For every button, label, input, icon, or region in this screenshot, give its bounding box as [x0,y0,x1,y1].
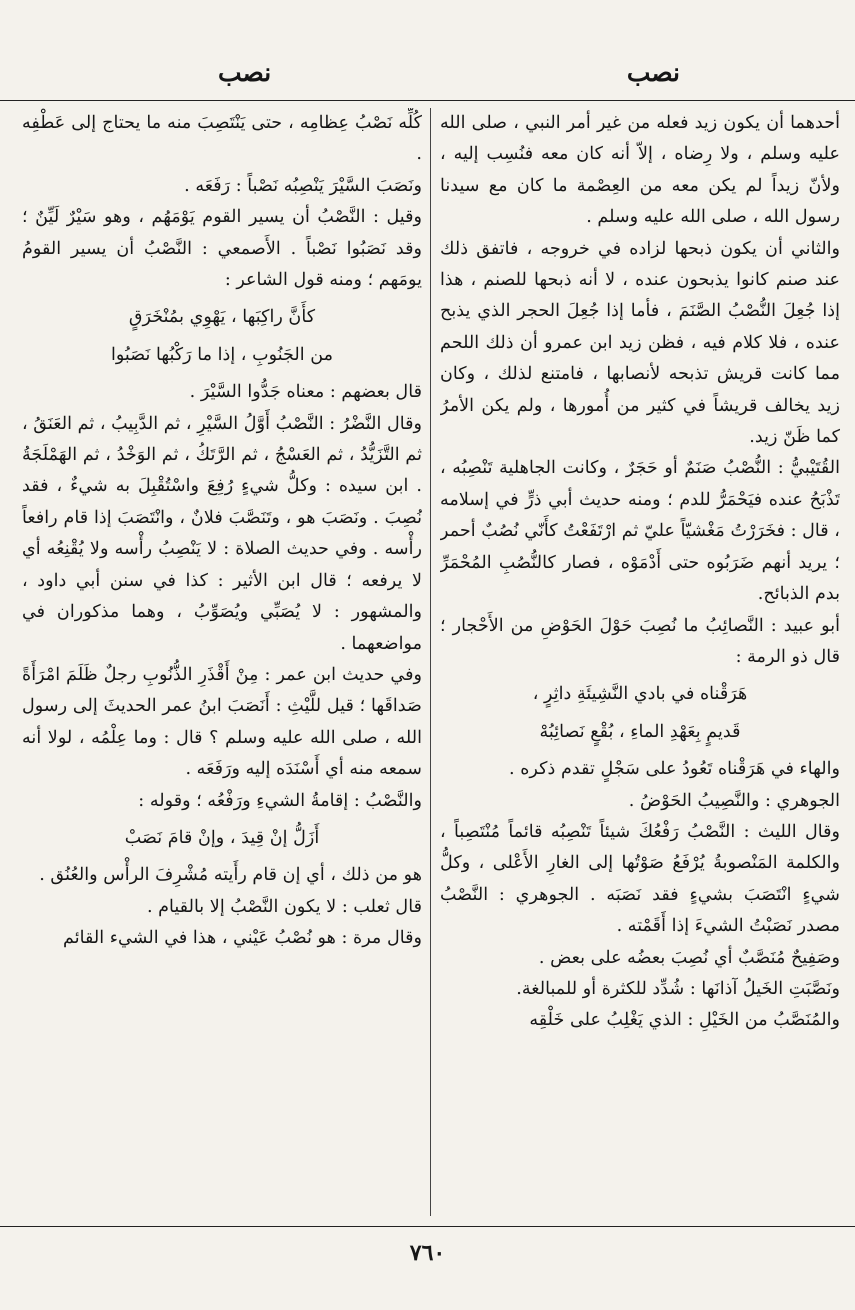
left-column [22,108,422,1218]
paragraph: ونَصَبَ السَّيْرَ يَنْصِبُه نَصْباً : رَفَعَه . [184,175,422,196]
paragraph: وقيل : النَّصْبُ أن يسير القوم يَوْمَهُم ، وهو سَيْرٌ لَيِّنٌ ؛ وقد نَصَبُوا نَصْباً . الأَصمعي : النَّصْبُ أن يسير القومُ يومَهم ؛ ومنه قول الشاعر : [22,207,422,291]
paragraph: والمُنَصَّبُ من الخَيْلِ : الذي يَغْلِبُ على خَلْقِه [529,1010,840,1031]
paragraph: وفي حديث ابن عمر : مِنْ أَقْذَرِ الذُّنُوبِ رجلٌ ظَلَمَ امْرَأَةً صَداقَها ؛ قيل للَّيْثِ : أَنَصَبَ ابنُ عمر الحديثَ إلى رسول الله ، صلى الله عليه وسلم ؟ قال : وما عِلْمُه ، لولا أنه سمعه منه أي أَسْنَدَه إليه ورَفَعَه . [22,664,422,780]
paragraph: ونَصَّبَتِ الخَيلُ آذانَها : شُدِّد للكثرة أو للمبالغة. [516,978,840,999]
paragraph: والهاء في هَرَقْناه تَعُودُ على سَجْلٍ تقدم ذكره . [509,759,840,780]
bottom-rule [0,1226,855,1227]
right-column [440,108,840,1218]
verse-line: قَديمٍ بِعَهْدِ الماءِ ، بُقْعٍ نَصائِبُهْ [539,721,741,742]
paragraph: قال بعضهم : معناه جَدُّوا السَّيْرَ . [189,382,422,403]
paragraph: أبو عبيد : النَّصائِبُ ما نُصِبَ حَوْلَ الحَوْضِ من الأَحْجار ؛ قال ذو الرمة : [440,615,840,667]
paragraph: والثاني أن يكون ذبحها لزاده في خروجه ، فاتفق ذلك عند صنم كانوا يذبحون عنده ، لا أنه ذبحها للصنم ، هذا إذا جُعِلَ النُّصْبُ الصَّنَمَ ، فأما إذا جُعِلَ الحجر الذي يذبح عنده ، فلا كلام فيه ، فظن زيد ابن عمرو أن ذلك اللحم مما كانت قريش تذبحه لأنصابها ، فامتنع لذلك ، وكان زيد يخالف قريشاً في كثير من أُمورها ، ولم يكن الأمرُ كما ظَنّ زيد. [440,238,840,448]
paragraph: وقال مرة : هو نُصْبُ عَيْني ، هذا في الشيء القائم [63,928,422,949]
verse-line: هَرَقْناه في بادي النَّشِيئَةِ داثِرٍ ، [532,684,748,705]
paragraph: هو من ذلك ، أي إن قام رأَيته مُشْرِفَ الرأْس والعُنُق . [39,865,422,886]
running-head-right: نصب [626,58,680,87]
paragraph: أحدهما أن يكون زيد فعله من غير أمر النبي ، صلى الله عليه وسلم ، ولا رِضاه ، إلاّ أنه كان معه فنُسِب إليه ، ولأنّ زيداً لم يكن معه من العِصْمة ما كان مع سيدنا رسول الله ، صلى الله عليه وسلم . [440,113,840,228]
page-number: ٧٦٠ [409,1240,446,1266]
paragraph: كُلِّه نَصْبُ عِظامِه ، حتى يَنْتَصِبَ منه ما يحتاج إلى عَطْفِه . [22,113,422,165]
column-divider [430,108,431,1216]
verse-line: كأَنَّ راكِبَها ، يَهْوِي بمُنْخَرَقٍ [128,307,316,328]
verse-line: من الجَنُوبِ ، إذا ما رَكْبُها نَصَبُوا [110,344,334,365]
paragraph: وصَفِيحٌ مُنَصَّبٌ أي نُصِبَ بعضُه على بعض . [538,947,840,968]
paragraph: الجوهري : والنَّصِيبُ الحَوْضُ . [628,790,840,811]
verse-line: أَزَلُّ إنْ قِيدَ ، وإنْ قامَ نَصَبْ [124,827,320,848]
paragraph: والنَّصْبُ : إقامةُ الشيءِ ورَفْعُه ؛ وقوله : [138,790,422,811]
running-head-left: نصب [218,58,272,87]
paragraph: القُتَيْبيُّ : النُّصْبُ صَنَمٌ أو حَجَرٌ ، وكانت الجاهلية تَنْصِبُه ، تَذْبَحُ عنده فيَحْمَرُّ للدم ؛ ومنه حديث أبي ذرٍّ في إسلامه ، قال : فخَرَرْتُ مَغْشيّاً عليّ ثم ارْتَفَعْتُ كأَنّي نُصُبٌ أحمر ؛ يريد أنهم ضَرَبُوه حتى أَدْمَوْه ، فصار كالنُّصُبِ المُحْمَرِّ بدم الذبائح. [440,458,840,605]
paragraph: وقال النَّضْرُ : النَّصْبُ أَوَّلُ السَّيْرِ ، ثم الدَّبِيبُ ، ثم العَنَقُ ، ثم التَّزَيُّدُ ، ثم العَسْجُ ، ثم الرَّتَكُ ، ثم الوَخْدُ ، ثم الهَمْلَجَةُ . ابن سيده : وكلُّ شيءٍ رُفِعَ واسْتُقْبِلَ به شيءٌ ، فقد نُصِبَ . ونَصَبَ هو ، وتَنَصَّبَ فلانٌ ، وانْتَصَبَ إذا قام رافعاً رأْسه . وفي حديث الصلاة : لا يَنْصِبُ رأْسه ولا يُقْنِعُه أي لا يرفعه ؛ قال ابن الأثير : كذا في سنن أبي داود ، والمشهور : لا يُصَبِّي ويُصَوِّبُ ، وهما مذكوران في مواضعهما . [22,413,422,654]
paragraph: وقال الليث : النَّصْبُ رَفْعُكَ شيئاً تَنْصِبُه قائماً مُنْتَصِباً ، والكلمة المَنْصوبةُ يُرْفَعُ صَوْتُها إلى الغارِ الأَعْلى ، وكلُّ شيءٍ انْتَصَبَ بشيءٍ فقد نَصَبَه . الجوهري : النَّصْبُ مصدر نَصَبْتُ الشيءَ إذا أَقَمْته . [440,821,840,937]
top-rule [0,100,855,101]
paragraph: قال ثعلب : لا يكون النَّصْبُ إلا بالقيام . [146,896,422,917]
